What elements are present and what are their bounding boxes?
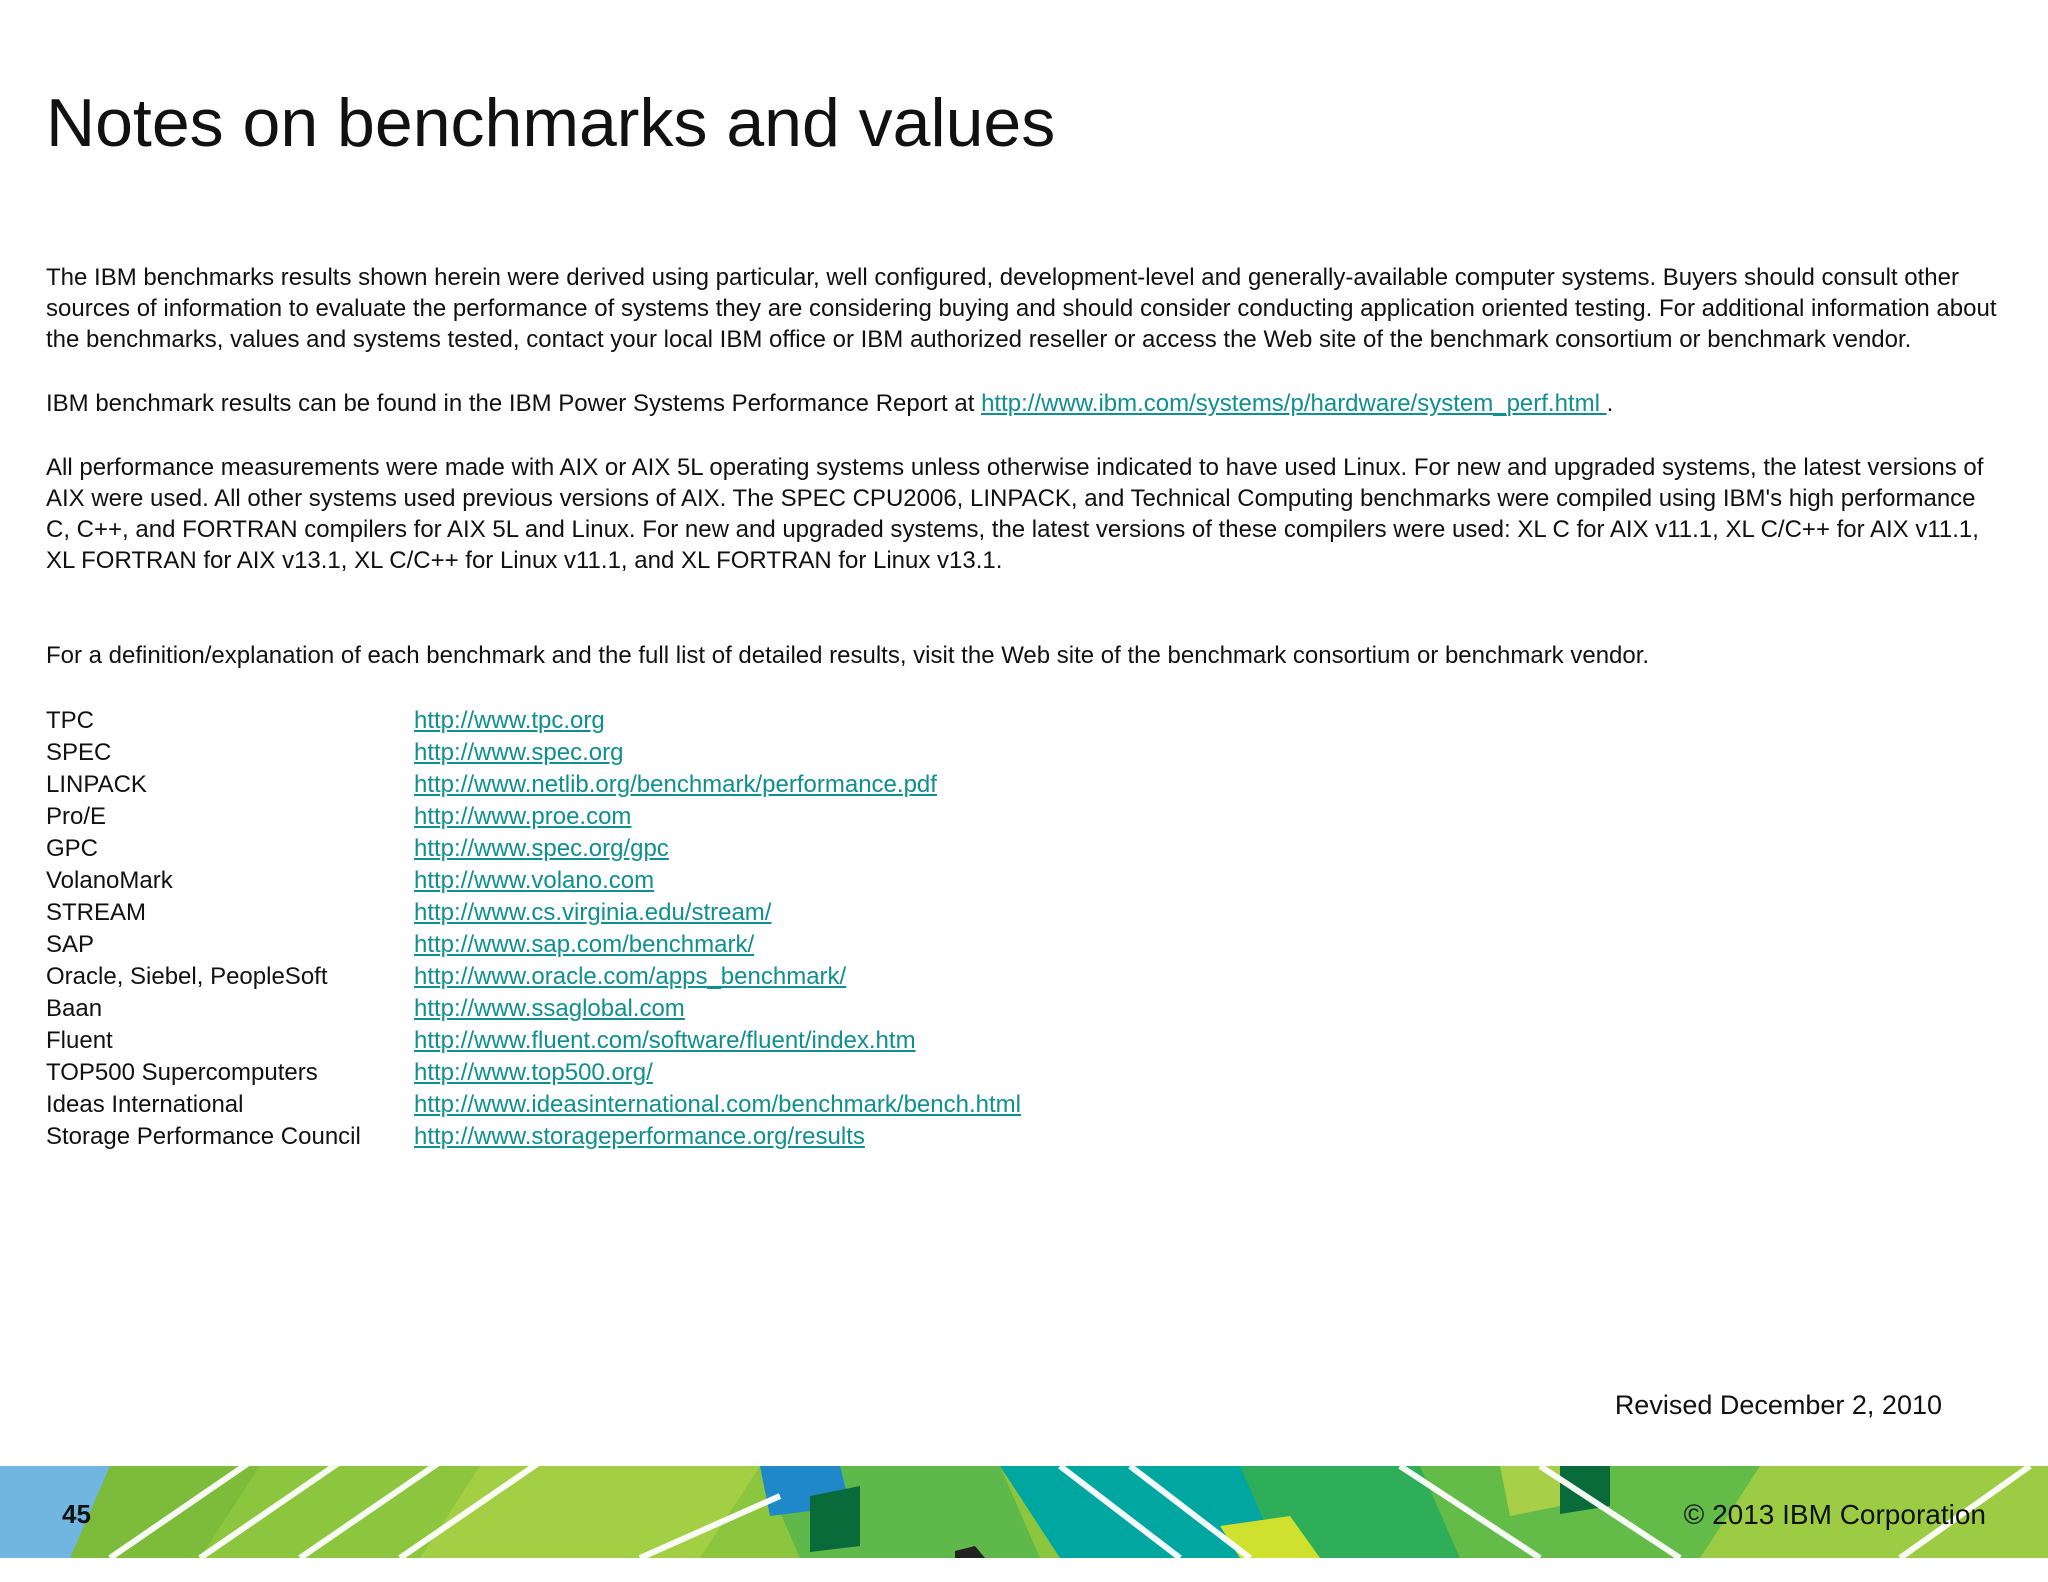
- benchmark-name: Oracle, Siebel, PeopleSoft: [46, 962, 328, 990]
- benchmark-link[interactable]: http://www.cs.virginia.edu/stream/: [414, 898, 772, 926]
- benchmark-name: Ideas International: [46, 1090, 244, 1118]
- copyright-notice: © 2013 IBM Corporation: [1683, 1499, 1986, 1530]
- benchmark-name: SPEC: [46, 738, 112, 766]
- page-number: 45: [62, 1499, 91, 1529]
- benchmark-name: TPC: [46, 706, 94, 734]
- revised-date: Revised December 2, 2010: [1614, 1390, 1942, 1420]
- benchmark-link[interactable]: http://www.fluent.com/software/fluent/index.htm: [414, 1026, 916, 1054]
- benchmark-row: [46, 800, 2006, 832]
- benchmark-link[interactable]: http://www.oracle.com/apps_benchmark/: [414, 962, 847, 990]
- benchmark-row: [46, 1056, 2006, 1088]
- benchmark-row: [46, 1120, 2006, 1152]
- benchmark-link[interactable]: http://www.ideasinternational.com/benchmark/bench.html: [414, 1090, 1021, 1118]
- benchmark-name: Storage Performance Council: [46, 1122, 361, 1150]
- benchmark-name: Baan: [46, 994, 103, 1022]
- benchmark-name: STREAM: [46, 898, 147, 926]
- benchmark-row: [46, 896, 2006, 928]
- disclaimer-paragraph: The IBM benchmarks results shown herein were derived using particular, well configured, development-level and generally-available computer systems. Buyers should consult other sources of information to evaluate the performance of systems they are considering buying and should consider conducting application oriented testing. For additional information about the benchmarks, values and systems tested, contact your local IBM office or IBM authorized reseller or access the Web site of the benchmark consortium or benchmark vendor.: [46, 264, 1997, 353]
- notes-content: [46, 262, 2006, 1152]
- performance-report-text: IBM benchmark results can be found in the IBM Power Systems Performance Report at: [46, 390, 982, 417]
- benchmark-list: [46, 704, 2006, 1152]
- benchmark-row: [46, 832, 2006, 864]
- benchmark-row: [46, 1024, 2006, 1056]
- page-title: Notes on benchmarks and values: [46, 85, 1056, 161]
- benchmark-name: GPC: [46, 834, 99, 862]
- definition-paragraph: For a definition/explanation of each benchmark and the full list of detailed results, visit the Web site of the benchmark consortium or benchmark vendor.: [46, 642, 1650, 669]
- benchmark-link[interactable]: http://www.ssaglobal.com: [414, 994, 685, 1022]
- benchmark-row: [46, 1088, 2006, 1120]
- benchmark-link[interactable]: http://www.proe.com: [414, 802, 632, 830]
- benchmark-row: [46, 736, 2006, 768]
- performance-report-paragraph: [46, 388, 2006, 419]
- benchmark-row: [46, 864, 2006, 896]
- benchmark-link[interactable]: http://www.sap.com/benchmark/: [414, 930, 755, 958]
- benchmark-name: Pro/E: [46, 802, 107, 830]
- benchmark-link[interactable]: http://www.spec.org/gpc: [414, 834, 669, 862]
- benchmark-link[interactable]: http://www.volano.com: [414, 866, 655, 894]
- measurements-paragraph: All performance measurements were made with AIX or AIX 5L operating systems unless otherwise indicated to have used Linux. For new and upgraded systems, the latest versions of AIX were used. All other systems used previous versions of AIX. The SPEC CPU2006, LINPACK, and Technical Computing benchmarks were compiled using IBM's high performance C, C++, and FORTRAN compilers for AIX 5L and Linux. For new and upgraded systems, the latest versions of these compilers were used: XL C for AIX v11.1, XL C/C++ for AIX v11.1, XL FORTRAN for AIX v13.1, XL C/C++ for Linux v11.1, and XL FORTRAN for Linux v13.1.: [46, 454, 1984, 574]
- benchmark-link[interactable]: http://www.netlib.org/benchmark/performance.pdf: [414, 770, 937, 798]
- benchmark-row: [46, 960, 2006, 992]
- benchmark-name: TOP500 Supercomputers: [46, 1058, 318, 1086]
- benchmark-name: Fluent: [46, 1026, 113, 1054]
- benchmark-link[interactable]: http://www.top500.org/: [414, 1058, 653, 1086]
- performance-report-link[interactable]: http://www.ibm.com/systems/p/hardware/system_perf.html: [981, 390, 1607, 417]
- benchmark-link[interactable]: http://www.spec.org: [414, 738, 624, 766]
- benchmark-row: [46, 992, 2006, 1024]
- performance-report-end: .: [1606, 390, 1614, 417]
- benchmark-name: LINPACK: [46, 770, 147, 798]
- benchmark-link[interactable]: http://www.tpc.org: [414, 706, 605, 734]
- benchmark-row: [46, 704, 2006, 736]
- benchmark-row: [46, 768, 2006, 800]
- benchmark-name: SAP: [46, 930, 95, 958]
- benchmark-name: VolanoMark: [46, 866, 173, 894]
- benchmark-row: [46, 928, 2006, 960]
- benchmark-link[interactable]: http://www.storageperformance.org/results: [414, 1122, 865, 1150]
